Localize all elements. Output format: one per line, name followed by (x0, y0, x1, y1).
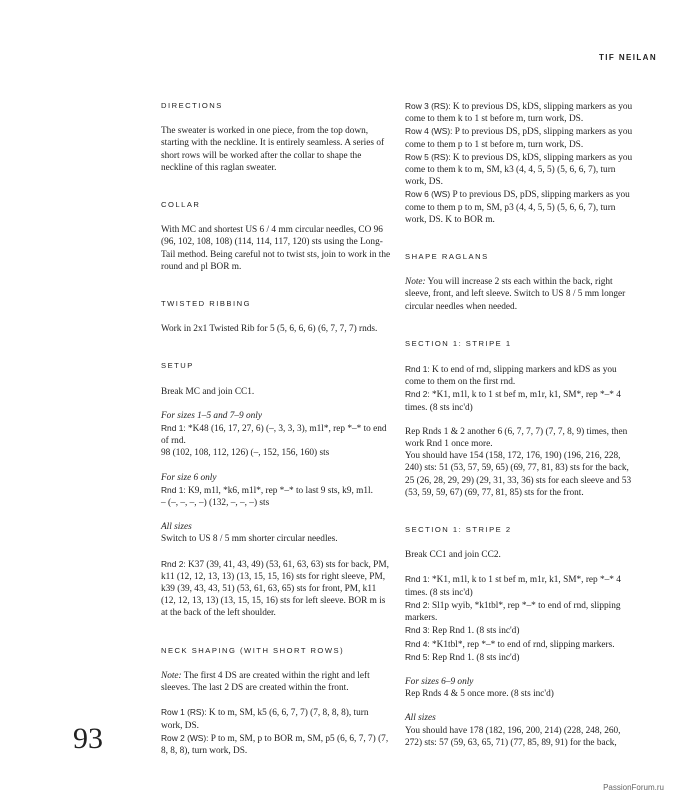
directions-text: The sweater is worked in one piece, from the top down, starting with the neckline. It is entirely seamless. A series of short rows will be worked after the collar to shape the neckline of this raglan sweater. (161, 126, 385, 173)
setup-heading: SETUP (161, 361, 194, 371)
rnd-label: Rnd 1: (405, 364, 430, 375)
rnd-label: Rnd 2: (405, 599, 430, 610)
collar-text: With MC and shortest US 6 / 4 mm circular needles, CO 96 (96, 102, 108, 108) (114, 114, 117, 120) sts using the Long-Tail method. Being careful not to twist sts, join to work in the round and pl BOR m. (161, 225, 391, 272)
rnd-text: Rep Rnd 1. (8 sts inc'd) (429, 652, 520, 663)
rnd-text: K9, m1l, *k6, m1l*, rep *–* to last 9 sts, k9, m1l. (185, 485, 373, 496)
stripe-1-rnd-2 (405, 388, 637, 413)
all-sizes-heading: All sizes (161, 522, 192, 533)
rnd-label: Rnd 2: (405, 389, 430, 400)
note-text: The first 4 DS are created within the right and left sleeves. The last 2 DS are created within the front. (161, 670, 370, 694)
twisted-ribbing-heading: TWISTED RIBBING (161, 299, 252, 309)
rnd-text: *K1, m1l, k to 1 st bef m, m1r, k1, SM*, rep *–* 4 times. (8 sts inc'd) (405, 575, 621, 598)
size-6-heading: For size 6 only (161, 472, 217, 483)
rnd-text: K37 (39, 41, 43, 49) (53, 61, 63, 63) sts for back, PM, k11 (12, 12, 13, 13) (13, 15, 15, 16) sts for right sleeve, PM, k39 (39, 43, 43, 51) (53, 61, 63, 65) sts for front, PM, k11 (12, 12, 13, 13) (13, 15, 15, 16) sts for left sleeve. BOR m is at the back of the left shoulder. (161, 559, 389, 619)
neck-note (161, 670, 391, 694)
setup-text: Break MC and join CC1. (161, 386, 255, 397)
row-label: Row 5 (RS): (405, 151, 451, 162)
stripe-2-rnd-1 (405, 573, 637, 598)
row-text: K to previous DS, kDS, slipping markers as you come to them k to 1 st before m, turn work, DS. (405, 102, 633, 125)
collar-heading: COLLAR (161, 200, 201, 210)
note-label: Note: (161, 670, 182, 681)
rnd-label: Rnd 1: (405, 574, 430, 585)
sizes-6-9-text: Rep Rnds 4 & 5 once more. (8 sts inc'd) (405, 689, 554, 700)
shape-raglans-heading: SHAPE RAGLANS (405, 252, 489, 262)
stripe-1-repeat: Rep Rnds 1 & 2 another 6 (6, 7, 7, 7) (7, 7, 8, 9) times, then work Rnd 1 once more. (405, 426, 628, 450)
row-6 (405, 188, 637, 226)
all-sizes-text: Switch to US 8 / 5 mm shorter circular needles. (161, 534, 338, 545)
row-text: K to previous DS, kDS, slipping markers as you come to them k to m, SM, k3 (4, 4, 5, 5) (5, 6, 6, 7), turn work, DS. (405, 152, 633, 188)
stripe-1-stitch-count: You should have 154 (158, 172, 176, 190) (196, 216, 228, 240) sts: 51 (53, 57, 59, 65) (69, 77, 81, 83) sts for the back, 25 (26, 28, 29, 29) (29, 31, 33, 36) sts for each sleeve and 53 (53, 59, 59, 67) (69, 77, 81, 85) sts for the front. (405, 451, 632, 498)
sizes-1-5-rnd-1 (161, 422, 391, 447)
row-label: Row 1 (RS): (161, 707, 207, 718)
ribbing-text: Work in 2x1 Twisted Rib for 5 (5, 6, 6, 6) (6, 7, 7, 7) rnds. (161, 324, 378, 335)
stripe-1-rnd-1 (405, 363, 637, 388)
raglans-note (405, 276, 637, 313)
rnd-label: Rnd 2: (161, 558, 186, 569)
rnd-text: *K1tbl*, rep *–* to end of rnd, slipping markers. (429, 639, 615, 650)
rnd-label: Rnd 1: (161, 484, 186, 495)
row-text: K to m, SM, k5 (6, 6, 7, 7) (7, 8, 8, 8), turn work, DS. (161, 708, 369, 731)
rnd-label: Rnd 3: (405, 625, 430, 636)
page-number: 93 (73, 722, 103, 755)
stripe-2-rnd-5 (405, 651, 637, 664)
row-text: P to m, SM, p to BOR m, SM, p5 (6, 6, 7, 7) (7, 8, 8, 8), turn work, DS. (161, 733, 389, 756)
rnd-text: Rep Rnd 1. (8 sts inc'd) (429, 626, 520, 637)
rnd-text: Sl1p wyib, *k1tbl*, rep *–* to end of rnd, slipping markers. (405, 600, 621, 624)
stripe-1-heading: SECTION 1: STRIPE 1 (405, 338, 512, 348)
stripe-2-break: Break CC1 and join CC2. (405, 550, 501, 561)
note-text: You will increase 2 sts each within the back, right sleeve, front, and left sleeve. Switch to US 8 / 5 mm longer circular needles when needed. (405, 277, 626, 312)
rnd-label: Rnd 5: (405, 651, 430, 662)
all-sizes-stitch-count: You should have 178 (182, 196, 200, 214) (228, 248, 260, 272) sts: 57 (59, 63, 65, 71) (77, 85, 89, 91) for the back, (405, 725, 621, 748)
left-column (161, 98, 391, 757)
row-2 (161, 732, 391, 757)
rnd-text: K to end of rnd, slipping markers and kDS as you come to them on the first rnd. (405, 365, 617, 388)
rnd-text: *K48 (16, 17, 27, 6) (–, 3, 3, 3), m1l*, rep *–* to end of rnd. (161, 424, 387, 447)
row-label: Row 2 (WS): (161, 732, 209, 743)
row-label: Row 6 (WS) (405, 189, 451, 200)
neck-shaping-heading: NECK SHAPING (WITH SHORT ROWS) (161, 645, 345, 655)
row-5 (405, 151, 637, 189)
sizes-1-5-stitch-count: 98 (102, 108, 112, 126) (–, 152, 156, 160) sts (161, 448, 330, 459)
stripe-2-rnd-2 (405, 599, 637, 624)
row-1 (161, 706, 391, 731)
stripe-2-rnd-4 (405, 638, 637, 651)
row-label: Row 3 (RS): (405, 101, 451, 111)
watermark: PassionForum.ru (603, 783, 664, 792)
stripe-2-rnd-3 (405, 624, 637, 637)
directions-heading: DIRECTIONS (161, 101, 223, 110)
row-text: P to previous DS, pDS, slipping markers as you come to them p to m, SM, p3 (4, 4, 5, 5) (5, 6, 6, 7), turn work, DS. K to BOR m. (405, 190, 630, 225)
rnd-label: Rnd 4: (405, 638, 430, 649)
all-sizes-heading: All sizes (405, 713, 436, 724)
author-name: TIF NEILAN (599, 53, 657, 62)
size-6-rnd-1 (161, 484, 391, 497)
row-label: Row 4 (WS): (405, 126, 453, 137)
row-text: P to previous DS, pDS, slipping markers as you come to them p to 1 st before m, turn work, DS. (405, 127, 633, 150)
row-3 (405, 100, 637, 125)
stripe-2-heading: SECTION 1: STRIPE 2 (405, 525, 512, 535)
note-label: Note: (405, 277, 426, 288)
right-column (405, 100, 637, 749)
rnd-label: Rnd 1: (161, 423, 186, 434)
all-sizes-rnd-2 (161, 558, 391, 620)
row-4 (405, 125, 637, 150)
rnd-text: *K1, m1l, k to 1 st bef m, m1r, k1, SM*, rep *–* 4 times. (8 sts inc'd) (405, 390, 621, 413)
sizes-6-9-heading: For sizes 6–9 only (405, 676, 474, 687)
sizes-1-5-heading: For sizes 1–5 and 7–9 only (161, 410, 262, 421)
size-6-stitch-count: – (–, –, –, –) (132, –, –, –) sts (161, 498, 270, 509)
